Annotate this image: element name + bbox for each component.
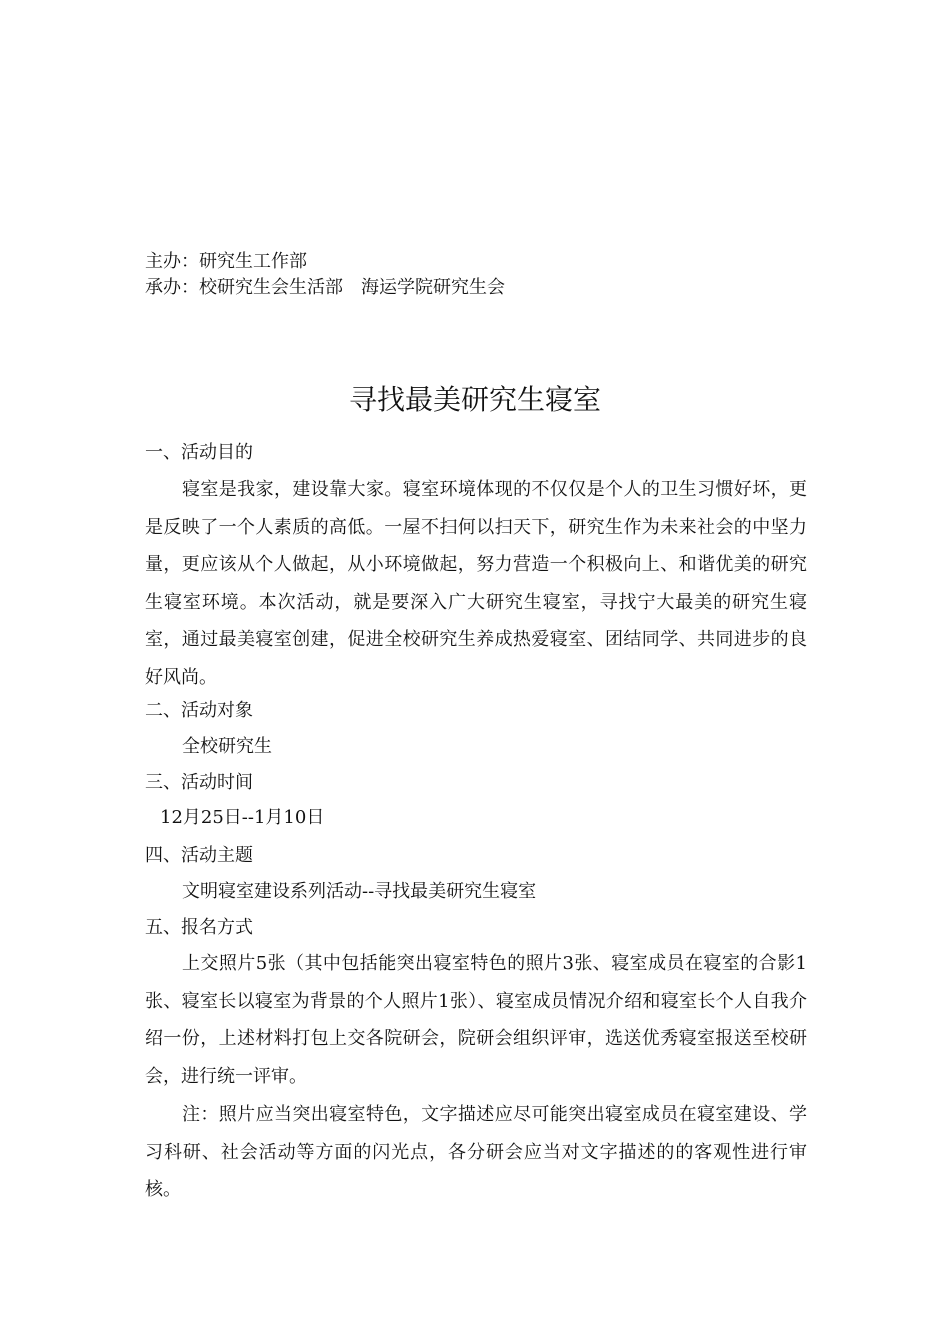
- section-5-heading: 五、报名方式: [145, 917, 253, 938]
- organizer-line: 承办：校研究生会生活部 海运学院研究生会: [145, 277, 505, 298]
- section-5-body: 上交照片5张（其中包括能突出寝室特色的照片3张、寝室成员在寝室的合影1张、寝室长以寝室为背景的个人照片1张）、寝室成员情况介绍和寝室长个人自我介绍一份，上述材料打包上交各院研会，院研会组织评审，选送优秀寝室报送至校研会，进行统一评审。: [145, 953, 807, 1087]
- host-line: 主办：研究生工作部: [145, 251, 307, 272]
- section-2-body: 全校研究生: [182, 736, 272, 757]
- section-4-heading: 四、活动主题: [145, 845, 253, 866]
- section-1-heading: 一、活动目的: [145, 442, 253, 463]
- section-4-body: 文明寝室建设系列活动--寻找最美研究生寝室: [182, 881, 537, 902]
- section-5-note: 注：照片应当突出寝室特色，文字描述应尽可能突出寝室成员在寝室建设、学习科研、社会活动等方面的闪光点，各分研会应当对文字描述的的客观性进行审核。: [145, 1104, 807, 1200]
- section-3-body: 12月25日--1月10日: [160, 807, 325, 828]
- section-3-heading: 三、活动时间: [145, 772, 253, 793]
- section-2-heading: 二、活动对象: [145, 700, 253, 721]
- section-1-body: 寝室是我家，建设靠大家。寝室环境体现的不仅仅是个人的卫生习惯好坏，更是反映了一个人素质的高低。一屋不扫何以扫天下，研究生作为未来社会的中坚力量，更应该从个人做起，从小环境做起，努力营造一个积极向上、和谐优美的研究生寝室环境。本次活动，就是要深入广大研究生寝室，寻找宁大最美的研究生寝室，通过最美寝室创建，促进全校研究生养成热爱寝室、团结同学、共同进步的良好风尚。: [145, 479, 807, 688]
- document-title: 寻找最美研究生寝室: [348, 383, 601, 416]
